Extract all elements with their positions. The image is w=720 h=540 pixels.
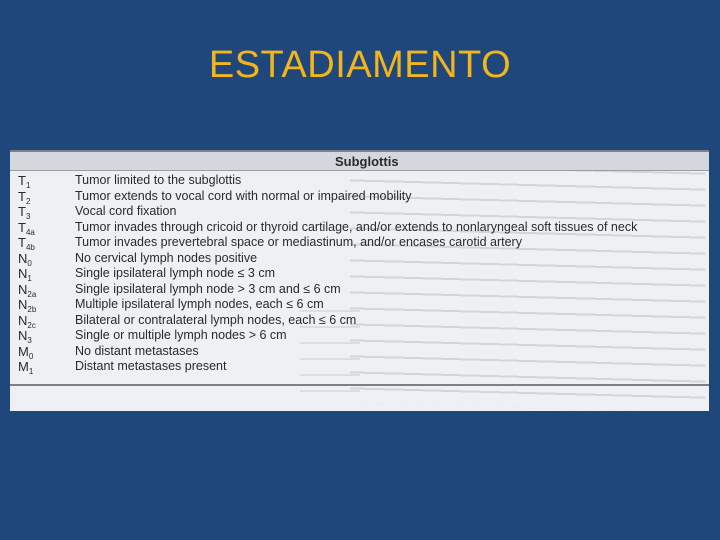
stage-letter: M [18,359,29,374]
table-row [10,282,709,298]
stage-letter: N [18,266,28,281]
header-divider [10,170,709,171]
table-row [10,235,709,251]
stage-code [18,359,33,380]
table-row [10,251,709,267]
stage-description: No cervical lymph nodes positive [75,250,258,265]
scanned-table-image [10,150,709,411]
stage-description: Tumor extends to vocal cord with normal or impaired mobility [75,188,412,203]
stage-subscript: 3 [27,336,32,345]
stage-description: Multiple ipsilateral lymph nodes, each ≤ 6 cm [75,297,324,311]
slide-title: ESTADIAMENTO [208,44,512,86]
stage-letter: M [18,343,29,359]
table-row [10,220,709,236]
stage-letter: N [18,250,28,266]
stage-letter: T [18,173,26,188]
stage-letter: T [18,219,26,235]
stage-letter: N [18,281,28,297]
stage-subscript: 2b [27,305,37,314]
stage-letter: T [18,235,26,250]
table-row [10,359,709,375]
stage-description: Tumor invades prevertebral space or mediastinum, and/or encases carotid artery [75,235,522,249]
stage-description: Bilateral or contralateral lymph nodes, each ≤ 6 cm [75,312,357,327]
table-row [10,344,709,360]
stage-subscript: 4a [25,227,35,237]
stage-description: No distant metastases [75,343,199,358]
stage-description: Single or multiple lymph nodes > 6 cm [75,328,287,342]
table-row [10,297,709,313]
stage-description: Single ipsilateral lymph node > 3 cm and ≤ 6 cm [75,281,341,296]
stage-description: Tumor limited to the subglottis [75,173,242,187]
stage-subscript: 1 [25,181,31,190]
stage-subscript: 1 [27,274,32,283]
stage-description: Single ipsilateral lymph node ≤ 3 cm [75,266,276,280]
stage-description: Tumor invades through cricoid or thyroid cartilage, and/or extends to nonlaryngeal soft tissues of neck [75,219,638,234]
stage-subscript: 1 [28,367,34,376]
stage-letter: T [18,204,26,219]
stage-description: Vocal cord fixation [75,204,177,218]
table-row [10,189,709,205]
table-row [10,328,709,344]
table-row [10,313,709,329]
table-row [10,204,709,220]
table-row [10,266,709,282]
stage-subscript: 2a [27,289,37,299]
stage-description: Distant metastases present [75,359,227,373]
stage-letter: N [18,312,28,328]
stage-letter: N [18,328,28,343]
stage-subscript: 3 [25,212,31,221]
stage-subscript: 0 [27,258,32,268]
staging-rows [10,173,709,375]
stage-letter: T [18,188,26,204]
stage-subscript: 2 [25,196,31,206]
stage-letter: N [18,297,28,312]
stage-subscript: 4b [25,243,35,252]
stage-subscript: 2c [27,320,36,330]
table-row [10,173,709,189]
table-title: Subglottis [335,154,399,169]
table-bottom-rule [10,384,709,386]
stage-subscript: 0 [28,351,34,361]
table-header [10,150,709,170]
